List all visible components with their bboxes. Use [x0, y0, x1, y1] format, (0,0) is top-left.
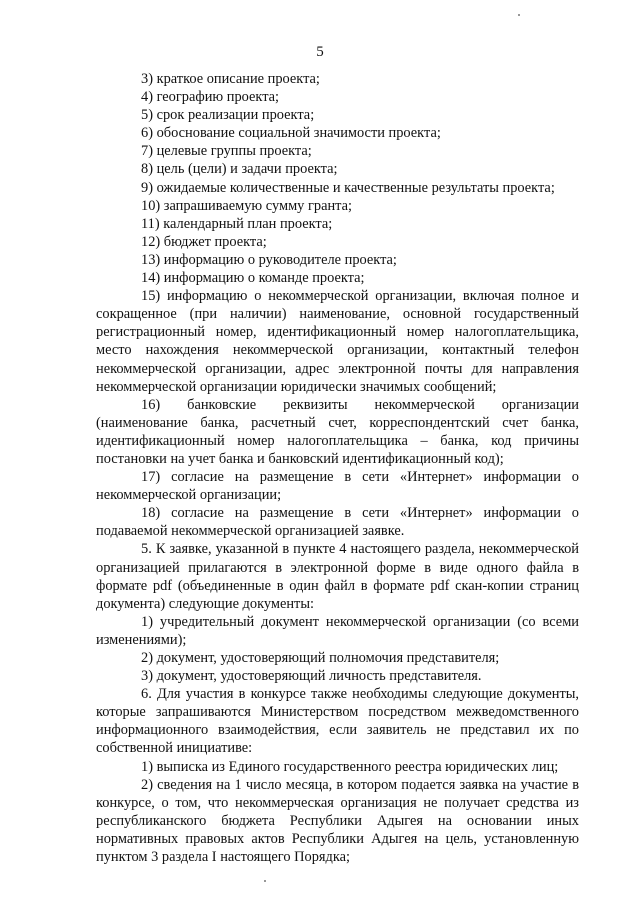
document-body	[96, 70, 579, 866]
list-item-17: 17) согласие на размещение в сети «Интернет» информации о некоммерческой организации;	[96, 469, 579, 504]
clause-5-item-2: 2) документ, удостоверяющий полномочия представителя;	[141, 650, 500, 666]
list-item-6: 6) обоснование социальной значимости проекта;	[141, 125, 441, 142]
list-item-18: 18) согласие на размещение в сети «Интернет» информации о подаваемой некоммерческой организацией заявке.	[96, 505, 579, 540]
scan-speck	[264, 880, 266, 882]
list-item-13: 13) информацию о руководителе проекта;	[141, 251, 397, 268]
list-item-8: 8) цель (цели) и задачи проекта;	[141, 161, 338, 178]
list-item-4: 4) географию проекта;	[141, 89, 280, 106]
list-item-10: 10) запрашиваемую сумму гранта;	[141, 197, 353, 214]
list-item-7: 7) целевые группы проекта;	[141, 143, 312, 160]
clause-5: 5. К заявке, указанной в пункте 4 настоящего раздела, некоммерческой организацией прилагаются в электронной форме в виде одного файла в формате pdf (объединенные в один файл в формате pdf скан-копии страниц документа) следующие документы:	[96, 541, 579, 612]
clause-6-item-2: 2) сведения на 1 число месяца, в котором подается заявка на участие в конкурсе, о том, что некоммерческая организация не получает средства из республиканского бюджета Республики Адыгея на основании иных нормативных правовых актов Республики Адыгея на цель, установленную пунктом 3 раздела I настоящего Порядка;	[96, 776, 579, 866]
list-item-9: 9) ожидаемые количественные и качественные результаты проекта;	[141, 179, 555, 196]
list-item-3: 3) краткое описание проекта;	[141, 71, 320, 87]
list-item-15: 15) информацию о некоммерческой организации, включая полное и сокращенное (при наличии) наименование, основной государственный регистрационный номер, идентификационный номер налогоплательщика, место нахождения некоммерческой организации, контактный телефон некоммерческой организации, адрес электронной почты для направления некоммерческой организации юридически значимых сообщений;	[96, 288, 579, 395]
clause-6-item-1: 1) выписка из Единого государственного реестра юридических лиц;	[141, 758, 559, 775]
scan-speck	[518, 14, 520, 16]
list-item-16: 16) банковские реквизиты некоммерческой организации (наименование банка, расчетный счет, корреспондентский счет банка, идентификационный номер налогоплательщика – банка, код причины постановки на учет банка и банковский идентификационный код);	[96, 396, 579, 467]
page-number: 5	[316, 44, 324, 60]
clause-6: 6. Для участия в конкурсе также необходимы следующие документы, которые запрашиваются Министерством посредством межведомственного информационного взаимодействия, если заявитель не представил их по собственной инициативе:	[96, 686, 579, 757]
clause-5-item-1: 1) учредительный документ некоммерческой организации (со всеми изменениями);	[96, 613, 579, 648]
list-item-11: 11) календарный план проекта;	[141, 215, 333, 232]
list-item-5: 5) срок реализации проекта;	[141, 107, 315, 124]
list-item-12: 12) бюджет проекта;	[141, 233, 267, 250]
list-item-14: 14) информацию о команде проекта;	[141, 270, 365, 287]
clause-5-item-3: 3) документ, удостоверяющий личность представителя.	[141, 668, 482, 685]
